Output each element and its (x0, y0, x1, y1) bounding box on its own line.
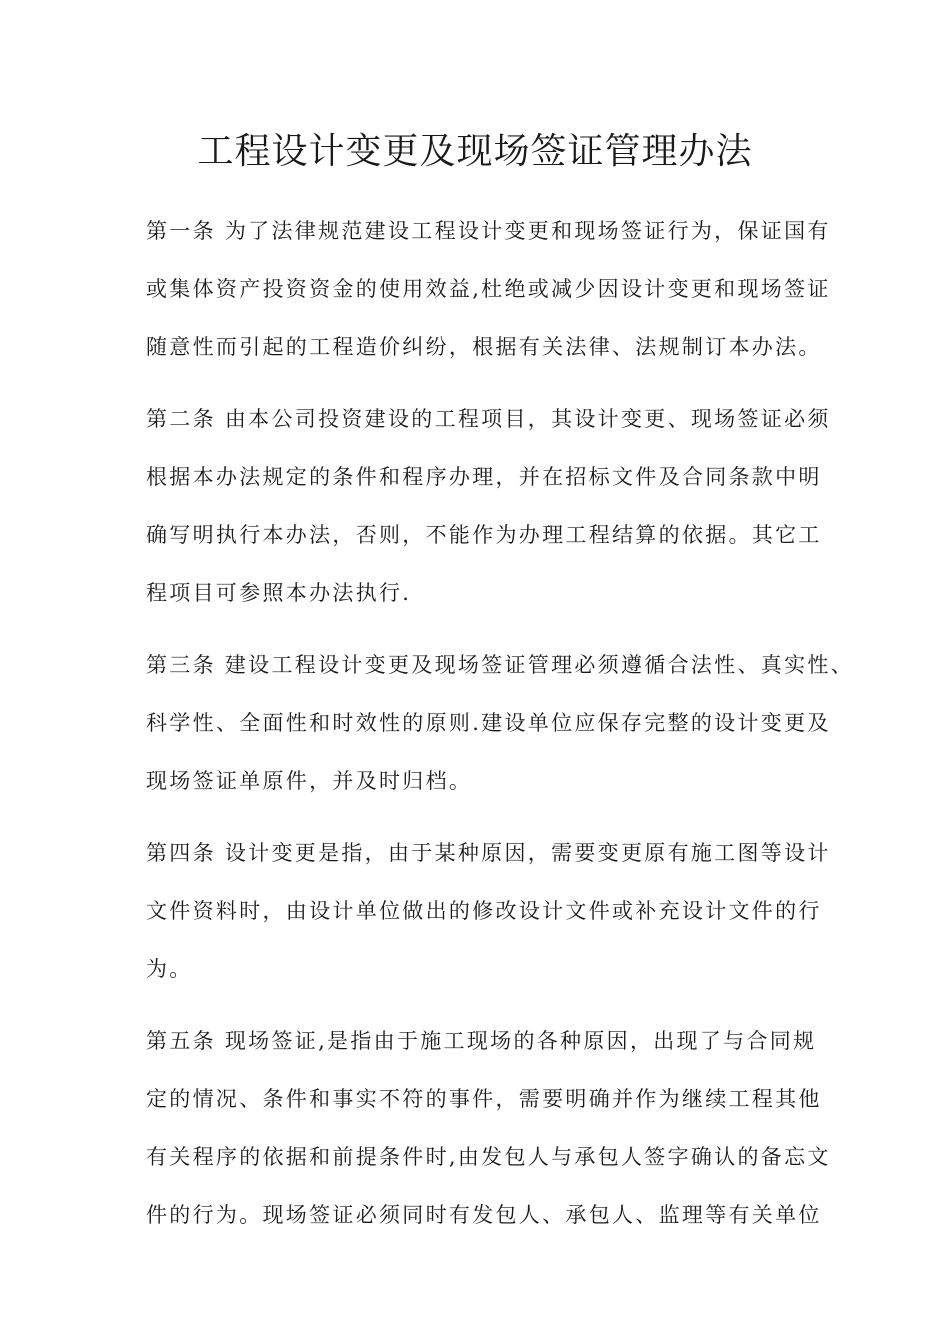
text-line: 有关程序的依据和前提条件时,由发包人与承包人签字确认的备忘文 (146, 1145, 831, 1169)
article-4 (146, 824, 831, 998)
text-line: 或集体资产投资资金的使用效益,杜绝或减少因设计变更和现场签证 (146, 277, 831, 301)
text-line: 第五条 现场签证,是指由于施工现场的各种原因，出现了与合同规 (146, 1029, 817, 1053)
text-line: 定的情况、条件和事实不符的事件，需要明确并作为继续工程其他 (146, 1087, 822, 1111)
article-1 (146, 202, 831, 376)
text-line: 文件资料时，由设计单位做出的修改设计文件或补充设计文件的行 (146, 899, 822, 923)
text-line: 程项目可参照本办法执行. (146, 581, 412, 605)
text-line: 确写明执行本办法，否则，不能作为办理工程结算的依据。其它工 (146, 523, 822, 547)
article-2 (146, 390, 831, 622)
document-body (146, 202, 854, 1258)
text-line: 第二条 由本公司投资建设的工程项目，其设计变更、现场签证必须 (146, 407, 831, 431)
text-line: 件的行为。现场签证必须同时有发包人、承包人、监理等有关单位 (146, 1203, 822, 1227)
text-line: 第四条 设计变更是指，由于某种原因，需要变更原有施工图等设计 (146, 841, 831, 865)
article-5 (146, 1012, 831, 1244)
text-line: 随意性而引起的工程造价纠纷，根据有关法律、法规制订本办法。 (146, 335, 822, 359)
text-line: 科学性、全面性和时效性的原则.建设单位应保存完整的设计变更及 (146, 711, 831, 735)
text-line: 现场签证单原件，并及时归档。 (146, 769, 473, 793)
article-3 (146, 636, 854, 810)
text-line: 根据本办法规定的条件和程序办理，并在招标文件及合同条款中明 (146, 465, 822, 489)
document-title: 工程设计变更及现场签证管理办法 (197, 131, 753, 172)
text-line: 第一条 为了法律规范建设工程设计变更和现场签证行为，保证国有 (146, 219, 831, 243)
text-line: 第三条 建设工程设计变更及现场签证管理必须遵循合法性、真实性、 (146, 653, 854, 677)
text-line: 为。 (146, 957, 193, 981)
